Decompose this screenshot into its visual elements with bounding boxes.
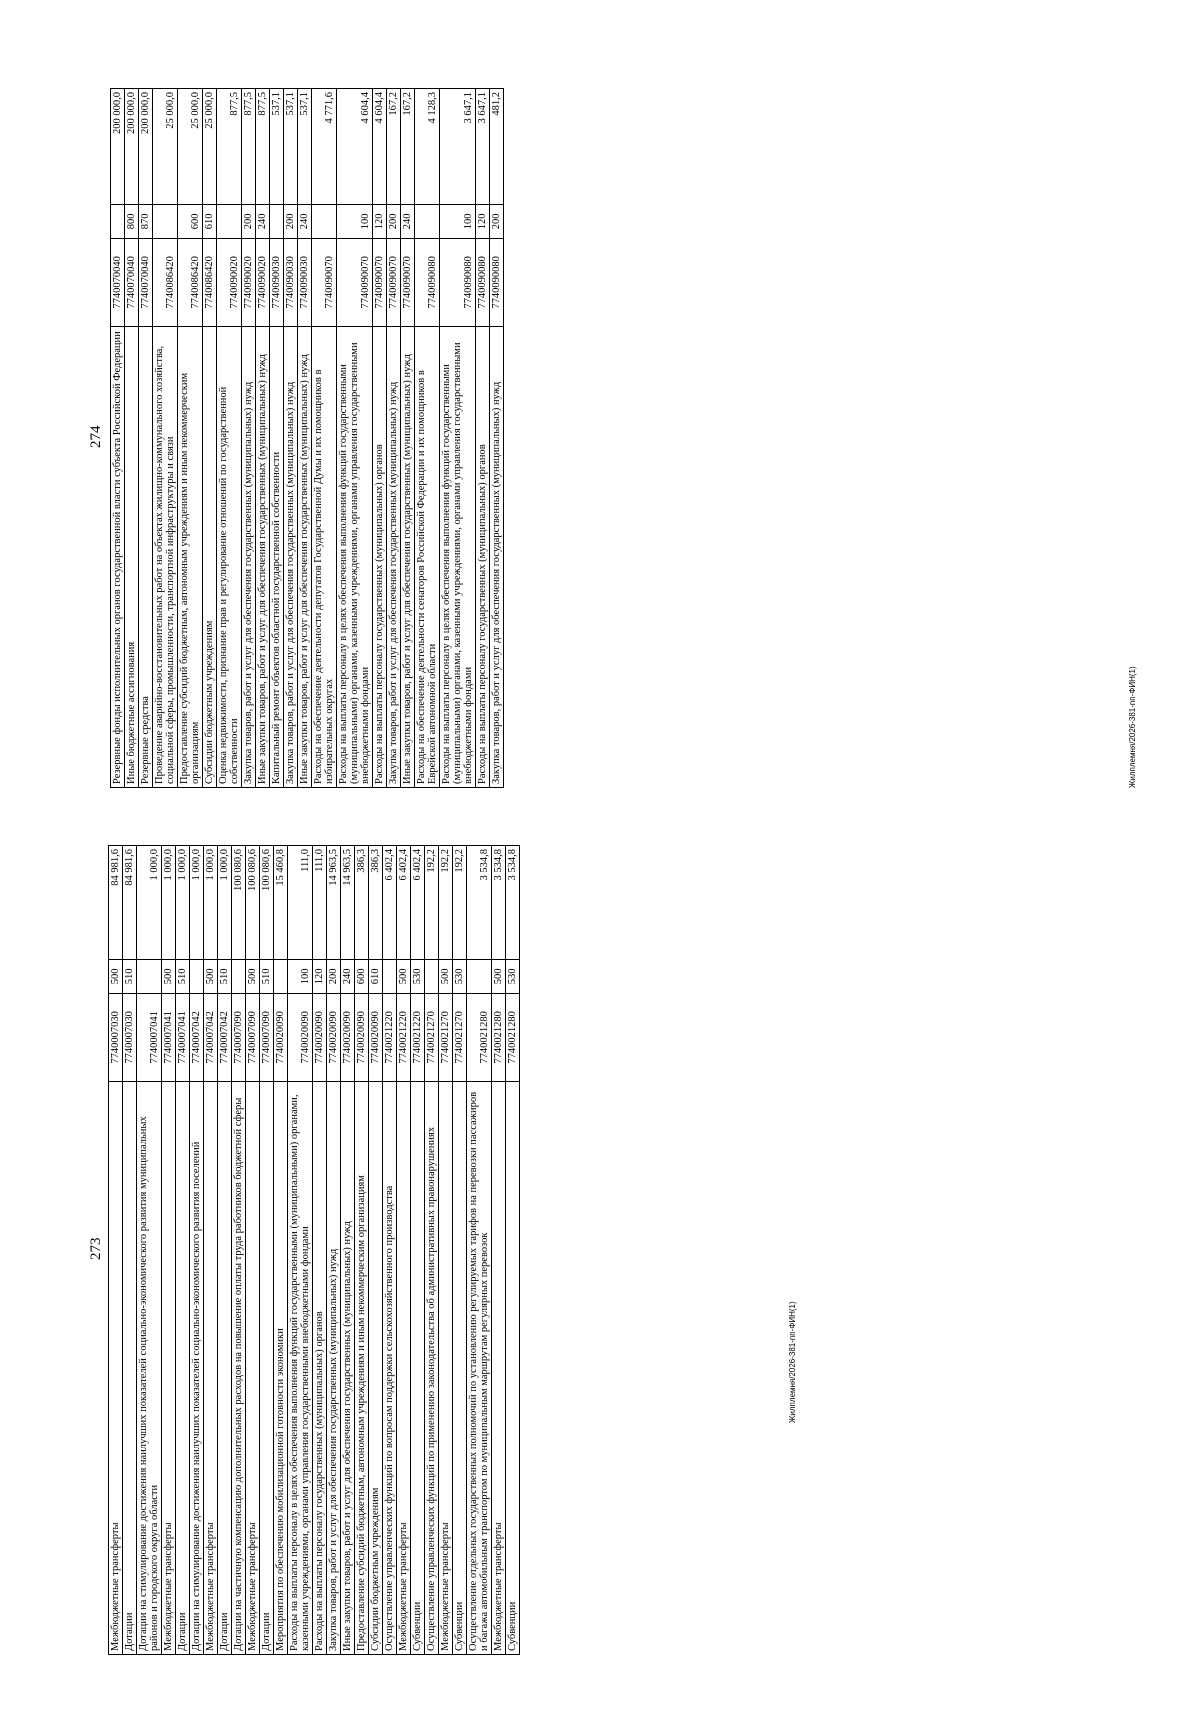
- expense-type-cell: [383, 959, 397, 993]
- row-name-cell: Дотации на частичную компенсацию дополнительных расходов на повышение оплаты труда работников бюджетной сферы: [232, 1081, 246, 1654]
- table-row: [355, 846, 369, 1655]
- target-code-cell: 7740090070: [387, 238, 401, 326]
- row-name-cell: Осуществление управленческих функций по вопросам поддержки сельскохозяйственного производства: [383, 1081, 397, 1654]
- amount-cell: 537,1: [298, 89, 312, 205]
- amount-cell: 1 000,0: [137, 846, 162, 960]
- row-name-cell: Расходы на обеспечение деятельности депутатов Государственной Думы и их помощников в избирательных округах: [312, 326, 337, 787]
- target-code-cell: 7740090030: [298, 238, 312, 326]
- table-row: [139, 89, 153, 788]
- budget-table: [110, 88, 504, 788]
- expense-type-cell: 200: [284, 204, 298, 238]
- target-code-cell: 7740021220: [383, 993, 397, 1081]
- expense-type-cell: [270, 204, 284, 238]
- expense-type-cell: 240: [341, 959, 355, 993]
- row-name-cell: Осуществление управленческих функций по применению законодательства об административных правонарушениях: [425, 1081, 439, 1654]
- row-name-cell: Иные закупки товаров, работ и услуг для обеспечения государственных (муниципальных) нужд: [256, 326, 270, 787]
- table-row: [369, 846, 383, 1655]
- expense-type-cell: 500: [109, 959, 123, 993]
- row-name-cell: Предоставление субсидий бюджетным, автономным учреждениям и иным некоммерческим организациям: [355, 1081, 369, 1654]
- row-name-cell: Расходы на выплаты персоналу государственных (муниципальных) органов: [313, 1081, 327, 1654]
- table-row: [453, 846, 467, 1655]
- target-code-cell: 7740021270: [453, 993, 467, 1081]
- target-code-cell: 7740007041: [162, 993, 176, 1081]
- row-name-cell: Дотации: [260, 1081, 274, 1654]
- row-name-cell: Закупка товаров, работ и услуг для обеспечения государственных (муниципальных) нужд: [387, 326, 401, 787]
- target-code-cell: 7740090080: [415, 238, 440, 326]
- table-row: [284, 89, 298, 788]
- row-name-cell: Межбюджетные трансферты: [397, 1081, 411, 1654]
- row-name-cell: Межбюджетные трансферты: [109, 1081, 123, 1654]
- target-code-cell: 7740007090: [246, 993, 260, 1081]
- table-row: [203, 89, 217, 788]
- table-row: [256, 89, 270, 788]
- document-page-274: [88, 88, 1180, 788]
- target-code-cell: 7740007090: [260, 993, 274, 1081]
- row-name-cell: Осуществление отдельных государственных полномочий по установлению регулируемых тарифов на перевозки пассажиров и багажа автомобильным транспортом по муниципальным маршрутам регулярных перевозок: [467, 1081, 492, 1654]
- target-code-cell: 7740007042: [204, 993, 218, 1081]
- expense-type-cell: 200: [242, 204, 256, 238]
- expense-type-cell: 100: [288, 959, 313, 993]
- amount-cell: 3 647,1: [476, 89, 490, 205]
- row-name-cell: Закупка товаров, работ и услуг для обеспечения государственных (муниципальных) нужд: [284, 326, 298, 787]
- row-name-cell: Расходы на выплаты персоналу в целях обеспечения выполнения функций государственными (муниципальными) органами, казенными учреждениями, органами управления государственными внебюджетными фондами: [288, 1081, 313, 1654]
- expense-type-cell: 510: [260, 959, 274, 993]
- row-name-cell: Иные закупки товаров, работ и услуг для обеспечения государственных (муниципальных) нужд: [401, 326, 415, 787]
- expense-type-cell: 500: [397, 959, 411, 993]
- table-row: [204, 846, 218, 1655]
- target-code-cell: 7740007090: [232, 993, 246, 1081]
- amount-cell: 481,2: [490, 89, 504, 205]
- table-row: [176, 846, 190, 1655]
- expense-type-cell: 510: [176, 959, 190, 993]
- expense-type-cell: 600: [355, 959, 369, 993]
- table-row: [312, 89, 337, 788]
- table-row: [153, 89, 178, 788]
- row-name-cell: Расходы на выплаты персоналу в целях обеспечения выполнения функций государственными (муниципальными) органами, казенными учреждениями, органами управления государственными внебюджетными фондами: [440, 326, 476, 787]
- table-row: [260, 846, 274, 1655]
- table-row: [387, 89, 401, 788]
- amount-cell: 386,3: [355, 846, 369, 960]
- expense-type-cell: 500: [162, 959, 176, 993]
- target-code-cell: 7740090070: [401, 238, 415, 326]
- page-number: 274: [88, 425, 104, 448]
- row-name-cell: Расходы на обеспечение деятельности сенаторов Российской Федерации и их помощников в Еврейской автономной области: [415, 326, 440, 787]
- table-row: [440, 89, 476, 788]
- row-name-cell: Предоставление субсидий бюджетным, автономным учреждениям и иным некоммерческим организациям: [178, 326, 203, 787]
- expense-type-cell: 530: [411, 959, 425, 993]
- amount-cell: 15 460,8: [274, 846, 288, 960]
- row-name-cell: Иные закупки товаров, работ и услуг для обеспечения государственных (муниципальных) нужд: [298, 326, 312, 787]
- amount-cell: 877,5: [256, 89, 270, 205]
- amount-cell: 537,1: [284, 89, 298, 205]
- target-code-cell: 7740021280: [467, 993, 492, 1081]
- target-code-cell: 7740021270: [425, 993, 439, 1081]
- target-code-cell: 7740086420: [178, 238, 203, 326]
- row-name-cell: Резервные средства: [139, 326, 153, 787]
- table-row: [232, 846, 246, 1655]
- target-code-cell: 7740020090: [341, 993, 355, 1081]
- target-code-cell: 7740020090: [274, 993, 288, 1081]
- amount-cell: 25 000,0: [178, 89, 203, 205]
- table-row: [162, 846, 176, 1655]
- row-name-cell: Межбюджетные трансферты: [162, 1081, 176, 1654]
- target-code-cell: 7740021280: [506, 993, 520, 1081]
- expense-type-cell: [232, 959, 246, 993]
- amount-cell: 100 080,6: [246, 846, 260, 960]
- target-code-cell: 7740020090: [288, 993, 313, 1081]
- row-name-cell: Субсидии бюджетным учреждениям: [369, 1081, 383, 1654]
- table-row: [411, 846, 425, 1655]
- amount-cell: 1 000,0: [218, 846, 232, 960]
- expense-type-cell: 120: [373, 204, 387, 238]
- amount-cell: 192,2: [425, 846, 439, 960]
- amount-cell: 3 534,8: [492, 846, 506, 960]
- expense-type-cell: 530: [506, 959, 520, 993]
- expense-type-cell: 240: [298, 204, 312, 238]
- target-code-cell: 7740090070: [312, 238, 337, 326]
- table-row: [137, 846, 162, 1655]
- table-row: [242, 89, 256, 788]
- target-code-cell: 7740021270: [439, 993, 453, 1081]
- target-code-cell: 7740090070: [373, 238, 387, 326]
- target-code-cell: 7740020090: [369, 993, 383, 1081]
- target-code-cell: 7740020090: [313, 993, 327, 1081]
- expense-type-cell: [190, 959, 204, 993]
- target-code-cell: 7740070040: [111, 238, 125, 326]
- row-name-cell: Закупка товаров, работ и услуг для обеспечения государственных (муниципальных) нужд: [327, 1081, 341, 1654]
- expense-type-cell: 240: [256, 204, 270, 238]
- row-name-cell: Оценка недвижимости, признание прав и регулирование отношений по государственной собственности: [217, 326, 242, 787]
- target-code-cell: 7740090020: [217, 238, 242, 326]
- expense-type-cell: [111, 204, 125, 238]
- amount-cell: 192,2: [439, 846, 453, 960]
- row-name-cell: Дотации на стимулирование достижения наилучших показателей социально-экономического развития поселений: [190, 1081, 204, 1654]
- row-name-cell: Дотации: [218, 1081, 232, 1654]
- row-name-cell: Межбюджетные трансферты: [439, 1081, 453, 1654]
- amount-cell: 6 402,4: [411, 846, 425, 960]
- table-row: [123, 846, 137, 1655]
- expense-type-cell: 100: [440, 204, 476, 238]
- row-name-cell: Капитальный ремонт объектов областной государственной собственности: [270, 326, 284, 787]
- amount-cell: 3 534,8: [467, 846, 492, 960]
- expense-type-cell: 510: [123, 959, 137, 993]
- row-name-cell: Расходы на выплаты персоналу государственных (муниципальных) органов: [476, 326, 490, 787]
- target-code-cell: 7740007030: [123, 993, 137, 1081]
- table-row: [415, 89, 440, 788]
- target-code-cell: 7740020090: [355, 993, 369, 1081]
- table-row: [178, 89, 203, 788]
- table-row: [341, 846, 355, 1655]
- amount-cell: 4 604,4: [373, 89, 387, 205]
- amount-cell: 100 080,6: [260, 846, 274, 960]
- expense-type-cell: 510: [218, 959, 232, 993]
- target-code-cell: 7740070040: [125, 238, 139, 326]
- amount-cell: 6 402,4: [383, 846, 397, 960]
- target-code-cell: 7740070040: [139, 238, 153, 326]
- amount-cell: 3 647,1: [440, 89, 476, 205]
- expense-type-cell: 500: [492, 959, 506, 993]
- target-code-cell: 7740007041: [176, 993, 190, 1081]
- amount-cell: 200 000,0: [139, 89, 153, 205]
- table-row: [298, 89, 312, 788]
- amount-cell: 4 128,3: [415, 89, 440, 205]
- target-code-cell: 7740021220: [411, 993, 425, 1081]
- row-name-cell: Расходы на выплаты персоналу в целях обеспечения выполнения функций государственными (муниципальными) органами, казенными учреждениями, органами управления государственными внебюджетными фондами: [337, 326, 373, 787]
- page-number: 273: [88, 1237, 104, 1260]
- table-row: [467, 846, 492, 1655]
- row-name-cell: Иные закупки товаров, работ и услуг для обеспечения государственных (муниципальных) нужд: [341, 1081, 355, 1654]
- row-name-cell: Проведение аварийно-восстановительных работ на объектах жилищно-коммунального хозяйства, социальной сферы, промышленности, транспортной инфраструктуры и связи: [153, 326, 178, 787]
- row-name-cell: Дотации на стимулирование достижения наилучших показателей социально-экономического развития муниципальных районов и городского округа области: [137, 1081, 162, 1654]
- expense-type-cell: 530: [453, 959, 467, 993]
- row-name-cell: Дотации: [123, 1081, 137, 1654]
- expense-type-cell: 870: [139, 204, 153, 238]
- target-code-cell: 7740090080: [490, 238, 504, 326]
- amount-cell: 4 604,4: [337, 89, 373, 205]
- target-code-cell: 7740090030: [270, 238, 284, 326]
- amount-cell: 167,2: [387, 89, 401, 205]
- amount-cell: 192,2: [453, 846, 467, 960]
- amount-cell: 877,5: [217, 89, 242, 205]
- amount-cell: 167,2: [401, 89, 415, 205]
- expense-type-cell: 500: [246, 959, 260, 993]
- expense-type-cell: [312, 204, 337, 238]
- expense-type-cell: [274, 959, 288, 993]
- amount-cell: 3 534,8: [506, 846, 520, 960]
- target-code-cell: 7740086420: [203, 238, 217, 326]
- amount-cell: 25 000,0: [203, 89, 217, 205]
- amount-cell: 200 000,0: [111, 89, 125, 205]
- expense-type-cell: 800: [125, 204, 139, 238]
- expense-type-cell: [425, 959, 439, 993]
- expense-type-cell: [217, 204, 242, 238]
- target-code-cell: 7740007030: [109, 993, 123, 1081]
- amount-cell: 111,0: [313, 846, 327, 960]
- document-page-273: [88, 845, 797, 1655]
- table-row: [313, 846, 327, 1655]
- row-name-cell: Мероприятия по обеспечению мобилизационной готовности экономики: [274, 1081, 288, 1654]
- table-row: [373, 89, 387, 788]
- table-row: [476, 89, 490, 788]
- table-row: [246, 846, 260, 1655]
- table-row: [218, 846, 232, 1655]
- table-row: [506, 846, 520, 1655]
- table-row: [270, 89, 284, 788]
- row-name-cell: Резервные фонды исполнительных органов государственной власти субъекта Российской Федерации: [111, 326, 125, 787]
- expense-type-cell: 200: [327, 959, 341, 993]
- amount-cell: 25 000,0: [153, 89, 178, 205]
- amount-cell: 100 080,6: [232, 846, 246, 960]
- expense-type-cell: [137, 959, 162, 993]
- target-code-cell: 7740090070: [337, 238, 373, 326]
- target-code-cell: 7740090020: [256, 238, 270, 326]
- amount-cell: 84 981,6: [123, 846, 137, 960]
- expense-type-cell: 500: [204, 959, 218, 993]
- row-name-cell: Межбюджетные трансферты: [204, 1081, 218, 1654]
- amount-cell: 877,5: [242, 89, 256, 205]
- amount-cell: 14 963,5: [327, 846, 341, 960]
- table-row: [439, 846, 453, 1655]
- table-row: [383, 846, 397, 1655]
- document-reference: Жилплемня/2026-381-пп-ФИН(1): [1128, 666, 1137, 788]
- expense-type-cell: [467, 959, 492, 993]
- expense-type-cell: 100: [337, 204, 373, 238]
- table-row: [397, 846, 411, 1655]
- amount-cell: 84 981,6: [109, 846, 123, 960]
- amount-cell: 1 000,0: [162, 846, 176, 960]
- amount-cell: 111,0: [288, 846, 313, 960]
- target-code-cell: 7740086420: [153, 238, 178, 326]
- table-row: [288, 846, 313, 1655]
- amount-cell: 200 000,0: [125, 89, 139, 205]
- document-reference: Жилплемня/2026-381-пп-ФИН(1): [788, 1301, 797, 1423]
- target-code-cell: 7740007042: [190, 993, 204, 1081]
- amount-cell: 1 000,0: [190, 846, 204, 960]
- budget-table: [108, 845, 520, 1655]
- amount-cell: 1 000,0: [204, 846, 218, 960]
- expense-type-cell: 610: [369, 959, 383, 993]
- table-row: [190, 846, 204, 1655]
- amount-cell: 386,3: [369, 846, 383, 960]
- row-name-cell: Иные бюджетные ассигнования: [125, 326, 139, 787]
- target-code-cell: 7740007042: [218, 993, 232, 1081]
- expense-type-cell: 610: [203, 204, 217, 238]
- row-name-cell: Закупка товаров, работ и услуг для обеспечения государственных (муниципальных) нужд: [242, 326, 256, 787]
- table-row: [425, 846, 439, 1655]
- table-row: [111, 89, 125, 788]
- amount-cell: 14 963,5: [341, 846, 355, 960]
- target-code-cell: 7740020090: [327, 993, 341, 1081]
- table-row: [109, 846, 123, 1655]
- amount-cell: 4 771,6: [312, 89, 337, 205]
- row-name-cell: Субвенции: [506, 1081, 520, 1654]
- row-name-cell: Межбюджетные трансферты: [492, 1081, 506, 1654]
- expense-type-cell: 120: [476, 204, 490, 238]
- table-row: [327, 846, 341, 1655]
- expense-type-cell: 500: [439, 959, 453, 993]
- amount-cell: 1 000,0: [176, 846, 190, 960]
- expense-type-cell: [415, 204, 440, 238]
- row-name-cell: Субвенции: [453, 1081, 467, 1654]
- row-name-cell: Субсидии бюджетным учреждениям: [203, 326, 217, 787]
- expense-type-cell: 200: [387, 204, 401, 238]
- target-code-cell: 7740090080: [476, 238, 490, 326]
- target-code-cell: 7740021220: [397, 993, 411, 1081]
- table-row: [490, 89, 504, 788]
- target-code-cell: 7740090080: [440, 238, 476, 326]
- expense-type-cell: 200: [490, 204, 504, 238]
- row-name-cell: Дотации: [176, 1081, 190, 1654]
- expense-type-cell: 600: [178, 204, 203, 238]
- row-name-cell: Субвенции: [411, 1081, 425, 1654]
- target-code-cell: 7740090020: [242, 238, 256, 326]
- table-row: [401, 89, 415, 788]
- row-name-cell: Расходы на выплаты персоналу государственных (муниципальных) органов: [373, 326, 387, 787]
- amount-cell: 537,1: [270, 89, 284, 205]
- expense-type-cell: 120: [313, 959, 327, 993]
- amount-cell: 6 402,4: [397, 846, 411, 960]
- target-code-cell: 7740021280: [492, 993, 506, 1081]
- target-code-cell: 7740007041: [137, 993, 162, 1081]
- table-row: [337, 89, 373, 788]
- row-name-cell: Закупка товаров, работ и услуг для обеспечения государственных (муниципальных) нужд: [490, 326, 504, 787]
- expense-type-cell: 240: [401, 204, 415, 238]
- table-row: [492, 846, 506, 1655]
- row-name-cell: Межбюджетные трансферты: [246, 1081, 260, 1654]
- target-code-cell: 7740090030: [284, 238, 298, 326]
- table-row: [125, 89, 139, 788]
- table-row: [217, 89, 242, 788]
- table-row: [274, 846, 288, 1655]
- expense-type-cell: [153, 204, 178, 238]
